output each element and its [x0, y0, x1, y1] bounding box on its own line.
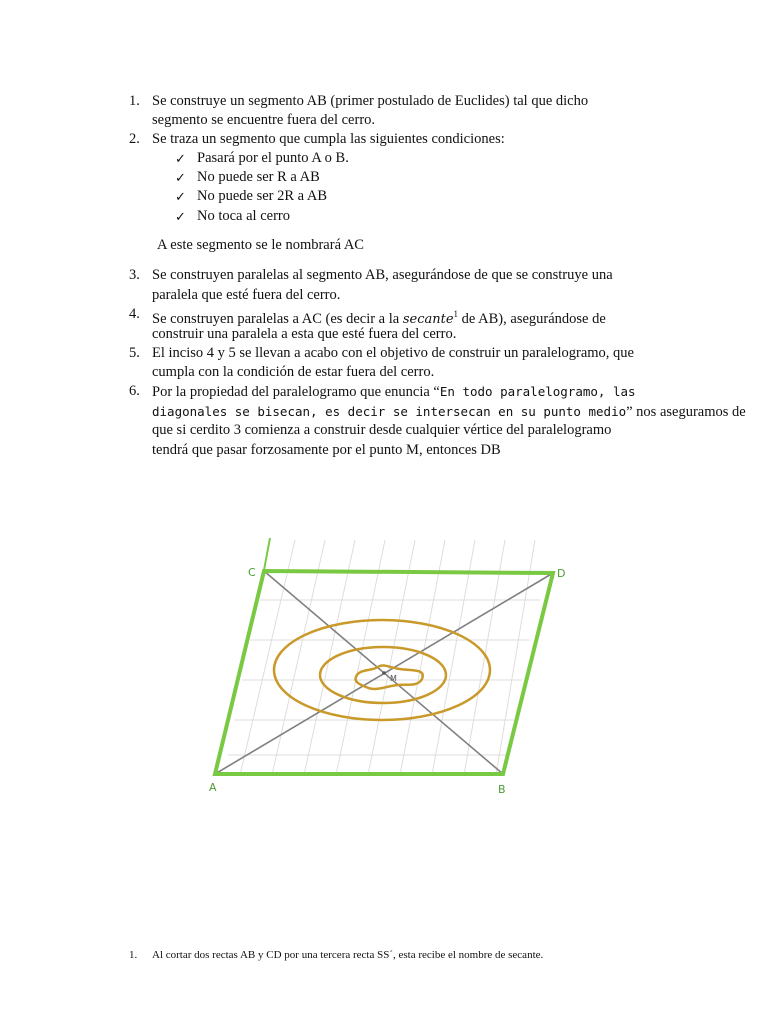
item-3-line-2: paralela que esté fuera del cerro.: [152, 287, 341, 303]
footnote-text: Al cortar dos rectas AB y CD por una tercera recta SS´, esta recibe el nombre de secante.: [152, 949, 544, 961]
checkmark-icon: ✓: [175, 170, 186, 185]
footnote-number: 1.: [129, 949, 138, 961]
item-1-line-1: Se construye un segmento AB (primer postulado de Euclides) tal que dicho: [152, 93, 589, 109]
item-5-number: 5.: [129, 345, 140, 361]
parallelogram-figure: [200, 530, 580, 805]
segment-note: A este segmento se le nombrará AC: [157, 237, 364, 253]
item-2-number: 2.: [129, 131, 140, 147]
midpoint-m: [382, 671, 386, 675]
item-6-text-pre: Por la propiedad del paralelogramo que enuncia “: [152, 384, 440, 400]
item-4-text-post: de AB), asegurándose de: [458, 310, 606, 327]
item-6-number: 6.: [129, 383, 140, 399]
property-quote-1: En todo paralelogramo, las: [439, 384, 636, 399]
checkmark-icon: ✓: [175, 189, 186, 204]
secante-term: secante: [402, 311, 454, 327]
point-label-m: M: [390, 674, 397, 683]
item-1-number: 1.: [129, 93, 140, 109]
property-quote-2: diagonales se bisecan, es decir se intersecan en su punto medio: [152, 404, 627, 419]
item-5-line-2: cumpla con la condición de estar fuera del cerro.: [152, 364, 435, 380]
item-4-number: 4.: [129, 306, 140, 322]
vertex-label-c: C: [248, 566, 256, 579]
item-6-text-post: ” nos aseguramos de: [626, 404, 746, 420]
item-2-line-1: Se traza un segmento que cumpla las siguientes condiciones:: [152, 131, 505, 147]
vertex-label-d: D: [557, 567, 566, 580]
check-item-2: No puede ser R a AB: [197, 169, 320, 185]
item-3-number: 3.: [129, 267, 140, 283]
item-6-line-2: [152, 402, 746, 422]
item-6-line-3: que si cerdito 3 comienza a construir desde cualquier vértice del paralelogramo: [152, 422, 612, 438]
checkmark-icon: ✓: [175, 151, 186, 166]
item-3-line-1: Se construyen paralelas al segmento AB, asegurándose de que se construye una: [152, 267, 613, 283]
item-6-line-1: [152, 382, 636, 402]
item-6-line-4: tendrá que pasar forzosamente por el punto M, entonces DB: [152, 442, 501, 458]
check-item-4: No toca al cerro: [197, 208, 290, 224]
item-5-line-1: El inciso 4 y 5 se llevan a acabo con el objetivo de construir un paralelogramo, que: [152, 345, 634, 361]
construction-line: [264, 538, 270, 570]
vertex-label-b: B: [498, 783, 506, 796]
check-item-3: No puede ser 2R a AB: [197, 188, 328, 204]
check-item-1: Pasará por el punto A o B.: [197, 150, 349, 166]
grid-lines: [228, 540, 540, 775]
vertex-label-a: A: [209, 781, 217, 794]
item-1-line-2: segmento se encuentre fuera del cerro.: [152, 112, 376, 128]
footnote-ref: 1: [453, 309, 459, 319]
item-4-text-pre: Se construyen paralelas a AC (es decir a la: [152, 310, 403, 327]
checkmark-icon: ✓: [175, 209, 186, 224]
item-4-line-2: construir una paralela a esta que esté fuera del cerro.: [152, 326, 457, 342]
